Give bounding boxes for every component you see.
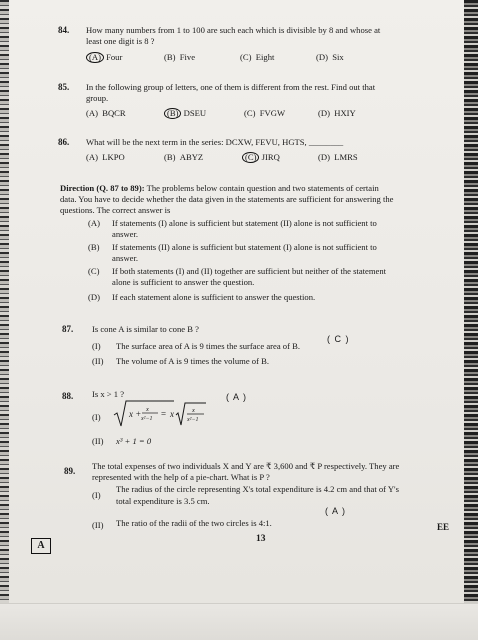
scan-bottom-band <box>0 603 478 640</box>
question-86-option-b[interactable] <box>164 152 203 162</box>
option-text: Eight <box>255 52 275 62</box>
question-89-text-line2: represented with the help of a pie-chart. What is P ? <box>92 472 270 482</box>
question-86-number: 86. <box>58 137 70 147</box>
direction-option-c-line2: alone is sufficient to answer the question. <box>112 277 255 287</box>
direction-option-b-line1: If statements (II) alone is sufficient but statement (I) alone is not sufficient to <box>112 242 377 252</box>
question-88-s1-label: (I) <box>92 412 101 422</box>
question-88-number: 88. <box>62 391 74 401</box>
question-86-option-a[interactable] <box>86 152 125 162</box>
question-89-statement-2: The ratio of the radii of the two circles is 4:1. <box>116 518 272 528</box>
question-84-number: 84. <box>58 25 70 35</box>
svg-text:x: x <box>146 406 149 413</box>
option-text: HXIY <box>334 108 356 118</box>
option-label: (D) <box>318 108 330 118</box>
option-text: FVGW <box>259 108 286 118</box>
question-84-option-b[interactable] <box>164 52 195 62</box>
option-text: BQCR <box>102 108 126 118</box>
question-85-option-c[interactable] <box>244 108 285 118</box>
question-88-handwritten-answer: ( A ) <box>226 392 248 402</box>
option-text: ABYZ <box>179 152 204 162</box>
direction-option-a-line2: answer. <box>112 229 139 239</box>
option-label: (C) <box>244 108 256 118</box>
option-text: Four <box>106 52 123 62</box>
question-87-handwritten-answer: ( C ) <box>327 334 350 344</box>
option-text: JIRQ <box>261 152 280 162</box>
option-label: (B) <box>164 52 176 62</box>
option-text: Six <box>332 52 344 62</box>
direction-option-b-line2: answer. <box>112 253 139 263</box>
scan-right-edge <box>464 0 478 640</box>
question-85-option-a[interactable] <box>86 108 126 118</box>
option-text: LMRS <box>334 152 358 162</box>
question-85-number: 85. <box>58 82 70 92</box>
question-89-number: 89. <box>64 466 76 476</box>
question-84-option-d[interactable] <box>316 52 344 62</box>
question-89-handwritten-answer: ( A ) <box>325 506 347 516</box>
question-85-option-b[interactable] <box>164 108 206 119</box>
option-text: LKPO <box>102 152 125 162</box>
option-label: (D) <box>316 52 328 62</box>
question-87-text: Is cone A is similar to cone B ? <box>92 324 199 334</box>
svg-text:x +: x + <box>129 409 142 419</box>
direction-line1 <box>60 183 379 193</box>
option-marked-circle: (B) <box>164 108 181 119</box>
svg-text:=: = <box>161 409 167 419</box>
option-marked-circle: (C) <box>242 152 259 163</box>
direction-option-b-label: (B) <box>88 242 100 252</box>
footer-code: EE <box>437 522 450 532</box>
question-84-text-line2: least one digit is 8 ? <box>86 36 155 46</box>
question-89-s2-label: (II) <box>92 520 104 530</box>
question-85-text-line1: In the following group of letters, one of them is different from the rest. Find out that <box>86 82 376 92</box>
question-88-statement-2: x³ + 1 = 0 <box>116 436 152 446</box>
option-label: (C) <box>240 52 252 62</box>
direction-heading: Direction (Q. 87 to 89): <box>60 183 145 193</box>
option-label: (B) <box>164 152 176 162</box>
direction-text: The problems below contain question and two statements of certain <box>144 183 379 193</box>
svg-text:x²−1: x²−1 <box>187 417 199 423</box>
option-label: (A) <box>86 108 98 118</box>
question-87-s2-label: (II) <box>92 356 104 366</box>
option-label: (D) <box>318 152 330 162</box>
question-89-statement-1-line1: The radius of the circle representing X's total expenditure is 4.2 cm and that of Y's <box>116 484 399 494</box>
option-text: DSEU <box>183 108 207 118</box>
set-code-box: A <box>31 538 51 554</box>
question-87-statement-1: The surface area of A is 9 times the surface area of B. <box>116 341 300 351</box>
question-86-option-c[interactable] <box>242 152 280 163</box>
svg-text:x: x <box>192 407 195 414</box>
direction-option-d-line1: If each statement alone is sufficient to answer the question. <box>112 292 316 302</box>
direction-option-a-label: (A) <box>88 218 100 228</box>
question-89-text-line1: The total expenses of two individuals X and Y are ₹ 3,600 and ₹ P respectively. They are <box>92 461 400 471</box>
option-marked-circle: (A) <box>86 52 104 63</box>
page-number: 13 <box>256 534 266 544</box>
question-84-option-c[interactable] <box>240 52 274 62</box>
question-84-text-line1: How many numbers from 1 to 100 are such each which is divisible by 8 and whose at <box>86 25 381 35</box>
question-85-text-line2: group. <box>86 93 109 103</box>
question-87-s1-label: (I) <box>92 341 101 351</box>
question-88-statement-1-equation <box>112 398 212 430</box>
question-84-option-a[interactable] <box>86 52 122 63</box>
direction-line3: questions. The correct answer is <box>60 205 171 215</box>
question-88-s2-label: (II) <box>92 436 104 446</box>
option-label: (A) <box>86 152 98 162</box>
direction-option-d-label: (D) <box>88 292 100 302</box>
question-86-option-d[interactable] <box>318 152 358 162</box>
svg-text:x²−1: x²−1 <box>141 416 153 422</box>
question-89-s1-label: (I) <box>92 490 101 500</box>
question-85-option-d[interactable] <box>318 108 356 118</box>
question-89-statement-1-line2: total expenditure is 3.5 cm. <box>116 496 210 506</box>
scan-left-edge <box>0 0 9 640</box>
direction-line2: data. You have to decide whether the data given in the statements are sufficient for answering the <box>60 194 394 204</box>
question-87-statement-2: The volume of A is 9 times the volume of B. <box>116 356 269 366</box>
svg-text:x: x <box>170 409 174 419</box>
question-87-number: 87. <box>62 324 74 334</box>
option-text: Five <box>179 52 196 62</box>
direction-option-a-line1: If statements (I) alone is sufficient but statement (II) alone is not sufficient to <box>112 218 377 228</box>
question-86-text: What will be the next term in the series: DCXW, FEVU, HGTS, ________ <box>86 137 344 147</box>
direction-option-c-label: (C) <box>88 266 100 276</box>
question-88-text: Is x > 1 ? <box>92 389 125 399</box>
direction-option-c-line1: If both statements (I) and (II) together are sufficient but neither of the statement <box>112 266 387 276</box>
